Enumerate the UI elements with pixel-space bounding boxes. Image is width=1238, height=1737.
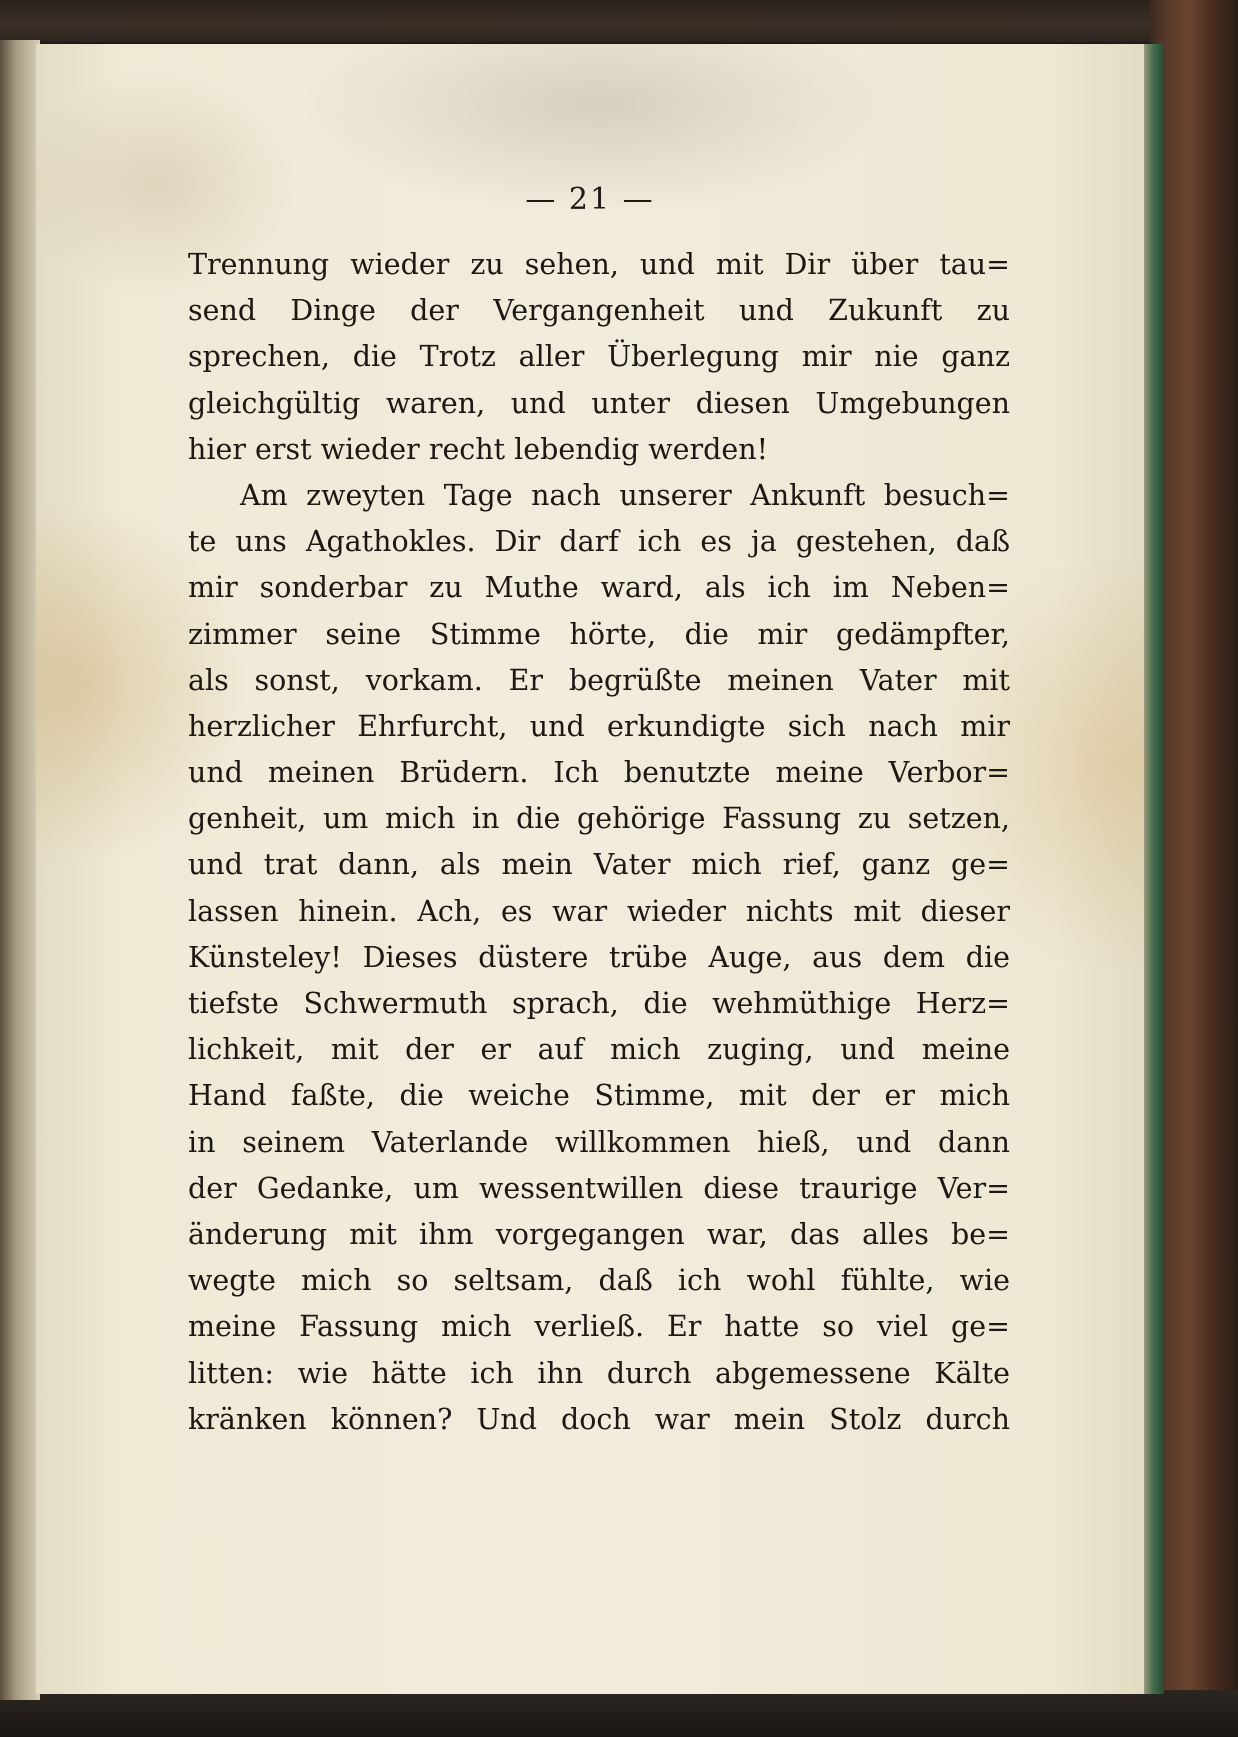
- text-line: als sonst, vorkam. Er begrüßte meinen Vater mit: [188, 663, 1010, 697]
- book-cover-bottom: [0, 1690, 1238, 1737]
- text-line: und meinen Brüdern. Ich benutzte meine Verbor=: [188, 756, 1010, 790]
- text-line: Am zweyten Tage nach unserer Ankunft besuch=: [240, 478, 1010, 512]
- text-line: der Gedanke, um wessentwillen diese traurige Ver=: [188, 1171, 1010, 1205]
- text-line: Trennung wieder zu sehen, und mit Dir über tau=: [188, 248, 1010, 281]
- text-line: sprechen, die Trotz aller Überlegung mir nie ganz: [188, 340, 1010, 374]
- book-page: [36, 44, 1144, 1694]
- text-line: wegte mich so seltsam, daß ich wohl fühlte, wie: [188, 1264, 1010, 1298]
- text-line: litten: wie hätte ich ihn durch abgemessene Kälte: [188, 1356, 1010, 1390]
- text-line: in seinem Vaterlande willkommen hieß, und dann: [188, 1125, 1010, 1159]
- text-line: meine Fassung mich verließ. Er hatte so viel ge=: [188, 1310, 1010, 1344]
- text-line: mir sonderbar zu Muthe ward, als ich im Neben=: [188, 571, 1010, 605]
- book-cover-top: [0, 0, 1238, 42]
- text-line: send Dinge der Vergangenheit und Zukunft zu: [188, 294, 1010, 328]
- text-line: kränken können? Und doch war mein Stolz durch: [188, 1402, 1010, 1436]
- gutter-edge: [0, 40, 40, 1700]
- text-line: und trat dann, als mein Vater mich rief, ganz ge=: [188, 848, 1010, 882]
- text-line: tiefste Schwermuth sprach, die wehmüthige Herz=: [188, 987, 1010, 1020]
- page-number: — 21 —: [525, 182, 655, 217]
- text-line: änderung mit ihm vorgegangen war, das alles be=: [188, 1217, 1010, 1251]
- text-line: lassen hinein. Ach, es war wieder nichts mit dieser: [188, 894, 1010, 928]
- text-line: te uns Agathokles. Dir darf ich es ja gestehen, daß: [188, 525, 1010, 559]
- text-line: lichkeit, mit der er auf mich zuging, und meine: [188, 1033, 1010, 1067]
- text-line: hier erst wieder recht lebendig werden!: [188, 432, 769, 466]
- page-text: [188, 242, 1010, 1443]
- text-line: zimmer seine Stimme hörte, die mir gedämpfter,: [188, 617, 1010, 651]
- text-line: Hand faßte, die weiche Stimme, mit der er mich: [188, 1079, 1010, 1113]
- text-line: genheit, um mich in die gehörige Fassung zu setzen,: [188, 802, 1010, 836]
- text-line: gleichgültig waren, und unter diesen Umgebungen: [188, 386, 1010, 420]
- text-line: Künsteley! Dieses düstere trübe Auge, aus dem die: [188, 940, 1010, 974]
- text-line: herzlicher Ehrfurcht, und erkundigte sich nach mir: [188, 709, 1010, 743]
